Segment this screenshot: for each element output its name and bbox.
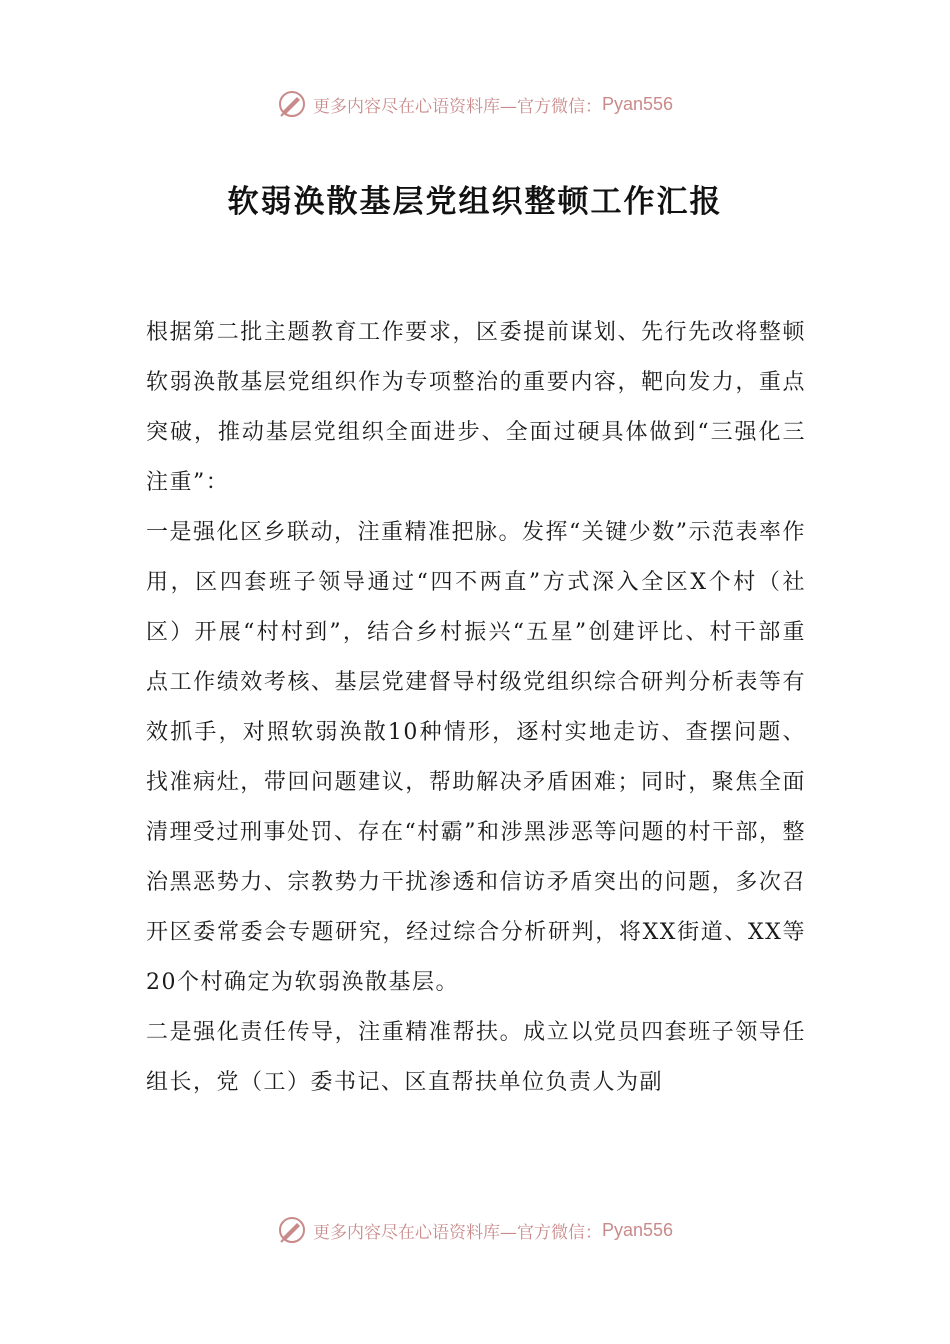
header-banner-text: 更多内容尽在心语资料库—官方微信： <box>312 96 602 117</box>
footer-banner-wechat: Pyan556 <box>601 1219 674 1240</box>
header-banner-wechat: Pyan556 <box>601 93 674 114</box>
header-banner <box>0 84 950 124</box>
pen-logo-icon <box>277 1215 307 1245</box>
paragraph-first: 一是强化区乡联动，注重精准把脉。发挥“关键少数”示范表率作用，区四套班子领导通过“四不两直”方式深入全区X个村（社区）开展“村村到”，结合乡村振兴“五星”创建评比、村干部重点工作绩效考核、基层党建督导村级党组织综合研判分析表等有效抓手，对照软弱涣散10种情形，逐村实地走访、查摆问题、找准病灶，带回问题建议，帮助解决矛盾困难；同时，聚焦全面清理受过刑事处罚、存在“村霸”和涉黑涉恶等问题的村干部，整治黑恶势力、宗教势力干扰渗透和信访矛盾突出的问题，多次召开区委常委会专题研究，经过综合分析研判，将XX街道、XX等20个村确定为软弱涣散基层。 <box>146 520 806 995</box>
paragraph-intro: 根据第二批主题教育工作要求，区委提前谋划、先行先改将整顿软弱涣散基层党组织作为专项整治的重要内容，靶向发力，重点突破，推动基层党组织全面进步、全面过硬具体做到“三强化三注重”： <box>146 320 806 495</box>
document-title: 软弱涣散基层党组织整顿工作汇报 <box>227 184 723 220</box>
document-body <box>146 308 806 1108</box>
footer-banner-text: 更多内容尽在心语资料库—官方微信： <box>312 1222 602 1243</box>
paragraph-second: 二是强化责任传导，注重精准帮扶。成立以党员四套班子领导任组长，党（工）委书记、区直帮扶单位负责人为副 <box>146 1020 806 1095</box>
pen-logo-icon <box>277 89 307 119</box>
footer-banner <box>0 1210 950 1250</box>
